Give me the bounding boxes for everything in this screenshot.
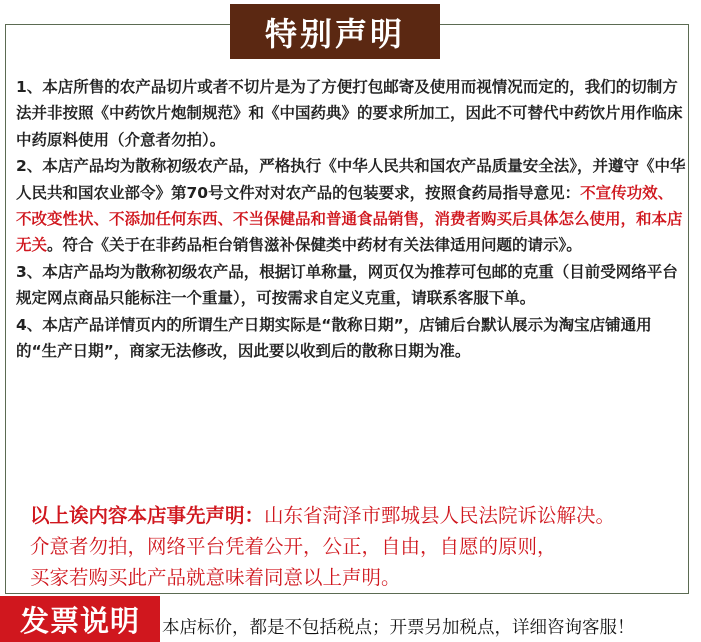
clause-text: 2、本店产品均为散称初级农产品，严格执行《中华人民共和国农产品质量安全法》，并遵守《中华人民共和国农业部令》第70号文件对对农产品的包装要求，按照食药局指导意见： [16,157,686,202]
clause-text: 。符合《关于在非药品柜台销售滋补保健类中药材有关法律适用问题的请示》。 [47,236,582,255]
clause-3 [16,259,688,312]
clause-text: 1、本店所售的农产品切片或者不切片是为了方便打包邮寄及使用而视情况而定的，我们的切制方法并非按照《中药饮片炮制规范》和《中国药典》的要求所加工，因此不可替代中药饮片用作临床中药原料使用（介意者勿拍）。 [16,78,683,149]
statement-line-3: 买家若购买此产品就意味着同意以上声明。 [30,566,401,589]
invoice-label: 发票说明 [0,596,160,642]
notice-title: 特别声明 [230,4,440,59]
clause-text: 3、本店产品均为散称初级农产品，根据订单称量，网页仅为推荐可包邮的克重（目前受网络平台规定网点商品只能标注一个重量），可按需求自定义克重，请联系客服下单。 [16,262,678,308]
clause-2 [16,153,688,259]
clauses-section [16,74,688,364]
statement-court: 山东省菏泽市鄄城县人民法院诉讼解决。 [264,504,616,527]
statement-lead: 以上诶内容本店事先声明： [30,504,265,527]
statement-section [30,500,695,593]
statement-line-2: 介意者勿拍，网络平台凭着公开，公正，自由，自愿的原则， [30,535,557,558]
clause-1 [16,74,688,153]
statement-line-1 [30,500,695,531]
clause-4 [16,312,688,365]
clause-text: 4、本店产品详情页内的所谓生产日期实际是“散称日期”，店铺后台默认展示为淘宝店铺通用的“生产日期”，商家无法修改，因此要以收到后的散称日期为准。 [16,315,652,361]
invoice-note: 本店标价，都是不包括税点；开票另加税点，详细咨询客服！ [162,618,635,638]
clause-highlight: 不宣传功效、不改变性状、不添加任何东西、不当保健品和普通食品销售，消费者购买后具体怎么使用，和本店无关 [16,183,683,255]
